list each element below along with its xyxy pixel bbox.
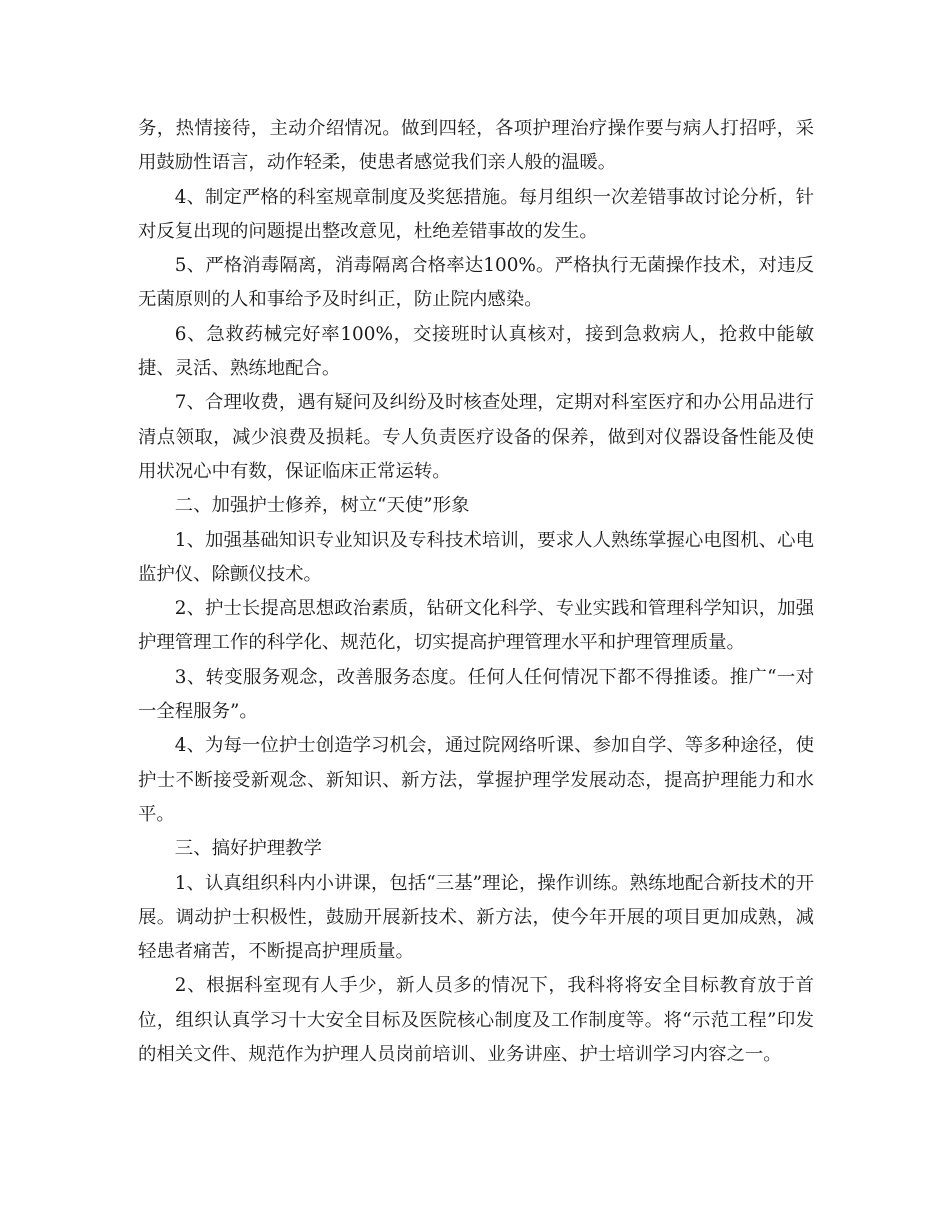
document-body (138, 112, 814, 1072)
paragraph-training: 1、加强基础知识专业知识及专科技术培训，要求人人熟练掌握心电图机、心电监护仪、除颤仪技术。 (138, 529, 814, 585)
section-heading-3: 三、搞好护理教学 (174, 838, 322, 860)
paragraph-item-7-fees: 7、合理收费，遇有疑问及纠纷及时核查处理，定期对科室医疗和办公用品进行清点领取，减少浪费及损耗。专人负责医疗设备的保养，做到对仪器设备性能及使用状况心中有数，保证临床正常运转。 (138, 392, 814, 482)
paragraph-item-4-rules: 4、制定严格的科室规章制度及奖惩措施。每月组织一次差错事故讨论分析，针对反复出现的问题提出整改意见，杜绝差错事故的发生。 (138, 186, 814, 242)
paragraph-item-6-emergency: 6、急救药械完好率100%，交接班时认真核对，接到急救病人，抢救中能敏捷、灵活、熟练地配合。 (138, 323, 814, 380)
paragraph-item-5-disinfection: 5、严格消毒隔离，消毒隔离合格率达100%。严格执行无菌操作技术，对违反无菌原则的人和事给予及时纠正，防止院内感染。 (138, 255, 814, 311)
paragraph-lectures: 1、认真组织科内小讲课，包括“三基”理论，操作训练。熟练地配合新技术的开展。调动护士积极性，鼓励开展新技术、新方法，使今年开展的项目更加成熟，减轻患者痛苦，不断提高护理质量。 (138, 872, 814, 963)
paragraph-safety: 2、根据科室现有人手少，新人员多的情况下，我科将将安全目标教育放于首位，组织认真学习十大安全目标及医院核心制度及工作制度等。将“示范工程”印发的相关文件、规范作为护理人员岗前培训、业务讲座、护士培训学习内容之一。 (138, 975, 814, 1066)
paragraph-service: 3、转变服务观念，改善服务态度。任何人任何情况下都不得推诿。推广“一对一全程服务”。 (138, 666, 814, 723)
paragraph-head-nurse: 2、护士长提高思想政治素质，钻研文化科学、专业实践和管理科学知识，加强护理管理工作的科学化、规范化，切实提高护理管理水平和护理管理质量。 (138, 598, 814, 654)
paragraph-continuation: 务，热情接待，主动介绍情况。做到四轻，各项护理治疗操作要与病人打招呼，采用鼓励性语言，动作轻柔，使患者感觉我们亲人般的温暖。 (138, 118, 814, 174)
paragraph-learning: 4、为每一位护士创造学习机会，通过院网络听课、参加自学、等多种途径，使护士不断接受新观念、新知识、新方法，掌握护理学发展动态，提高护理能力和水平。 (138, 735, 814, 825)
section-heading-2: 二、加强护士修养，树立“天使”形象 (174, 495, 470, 517)
